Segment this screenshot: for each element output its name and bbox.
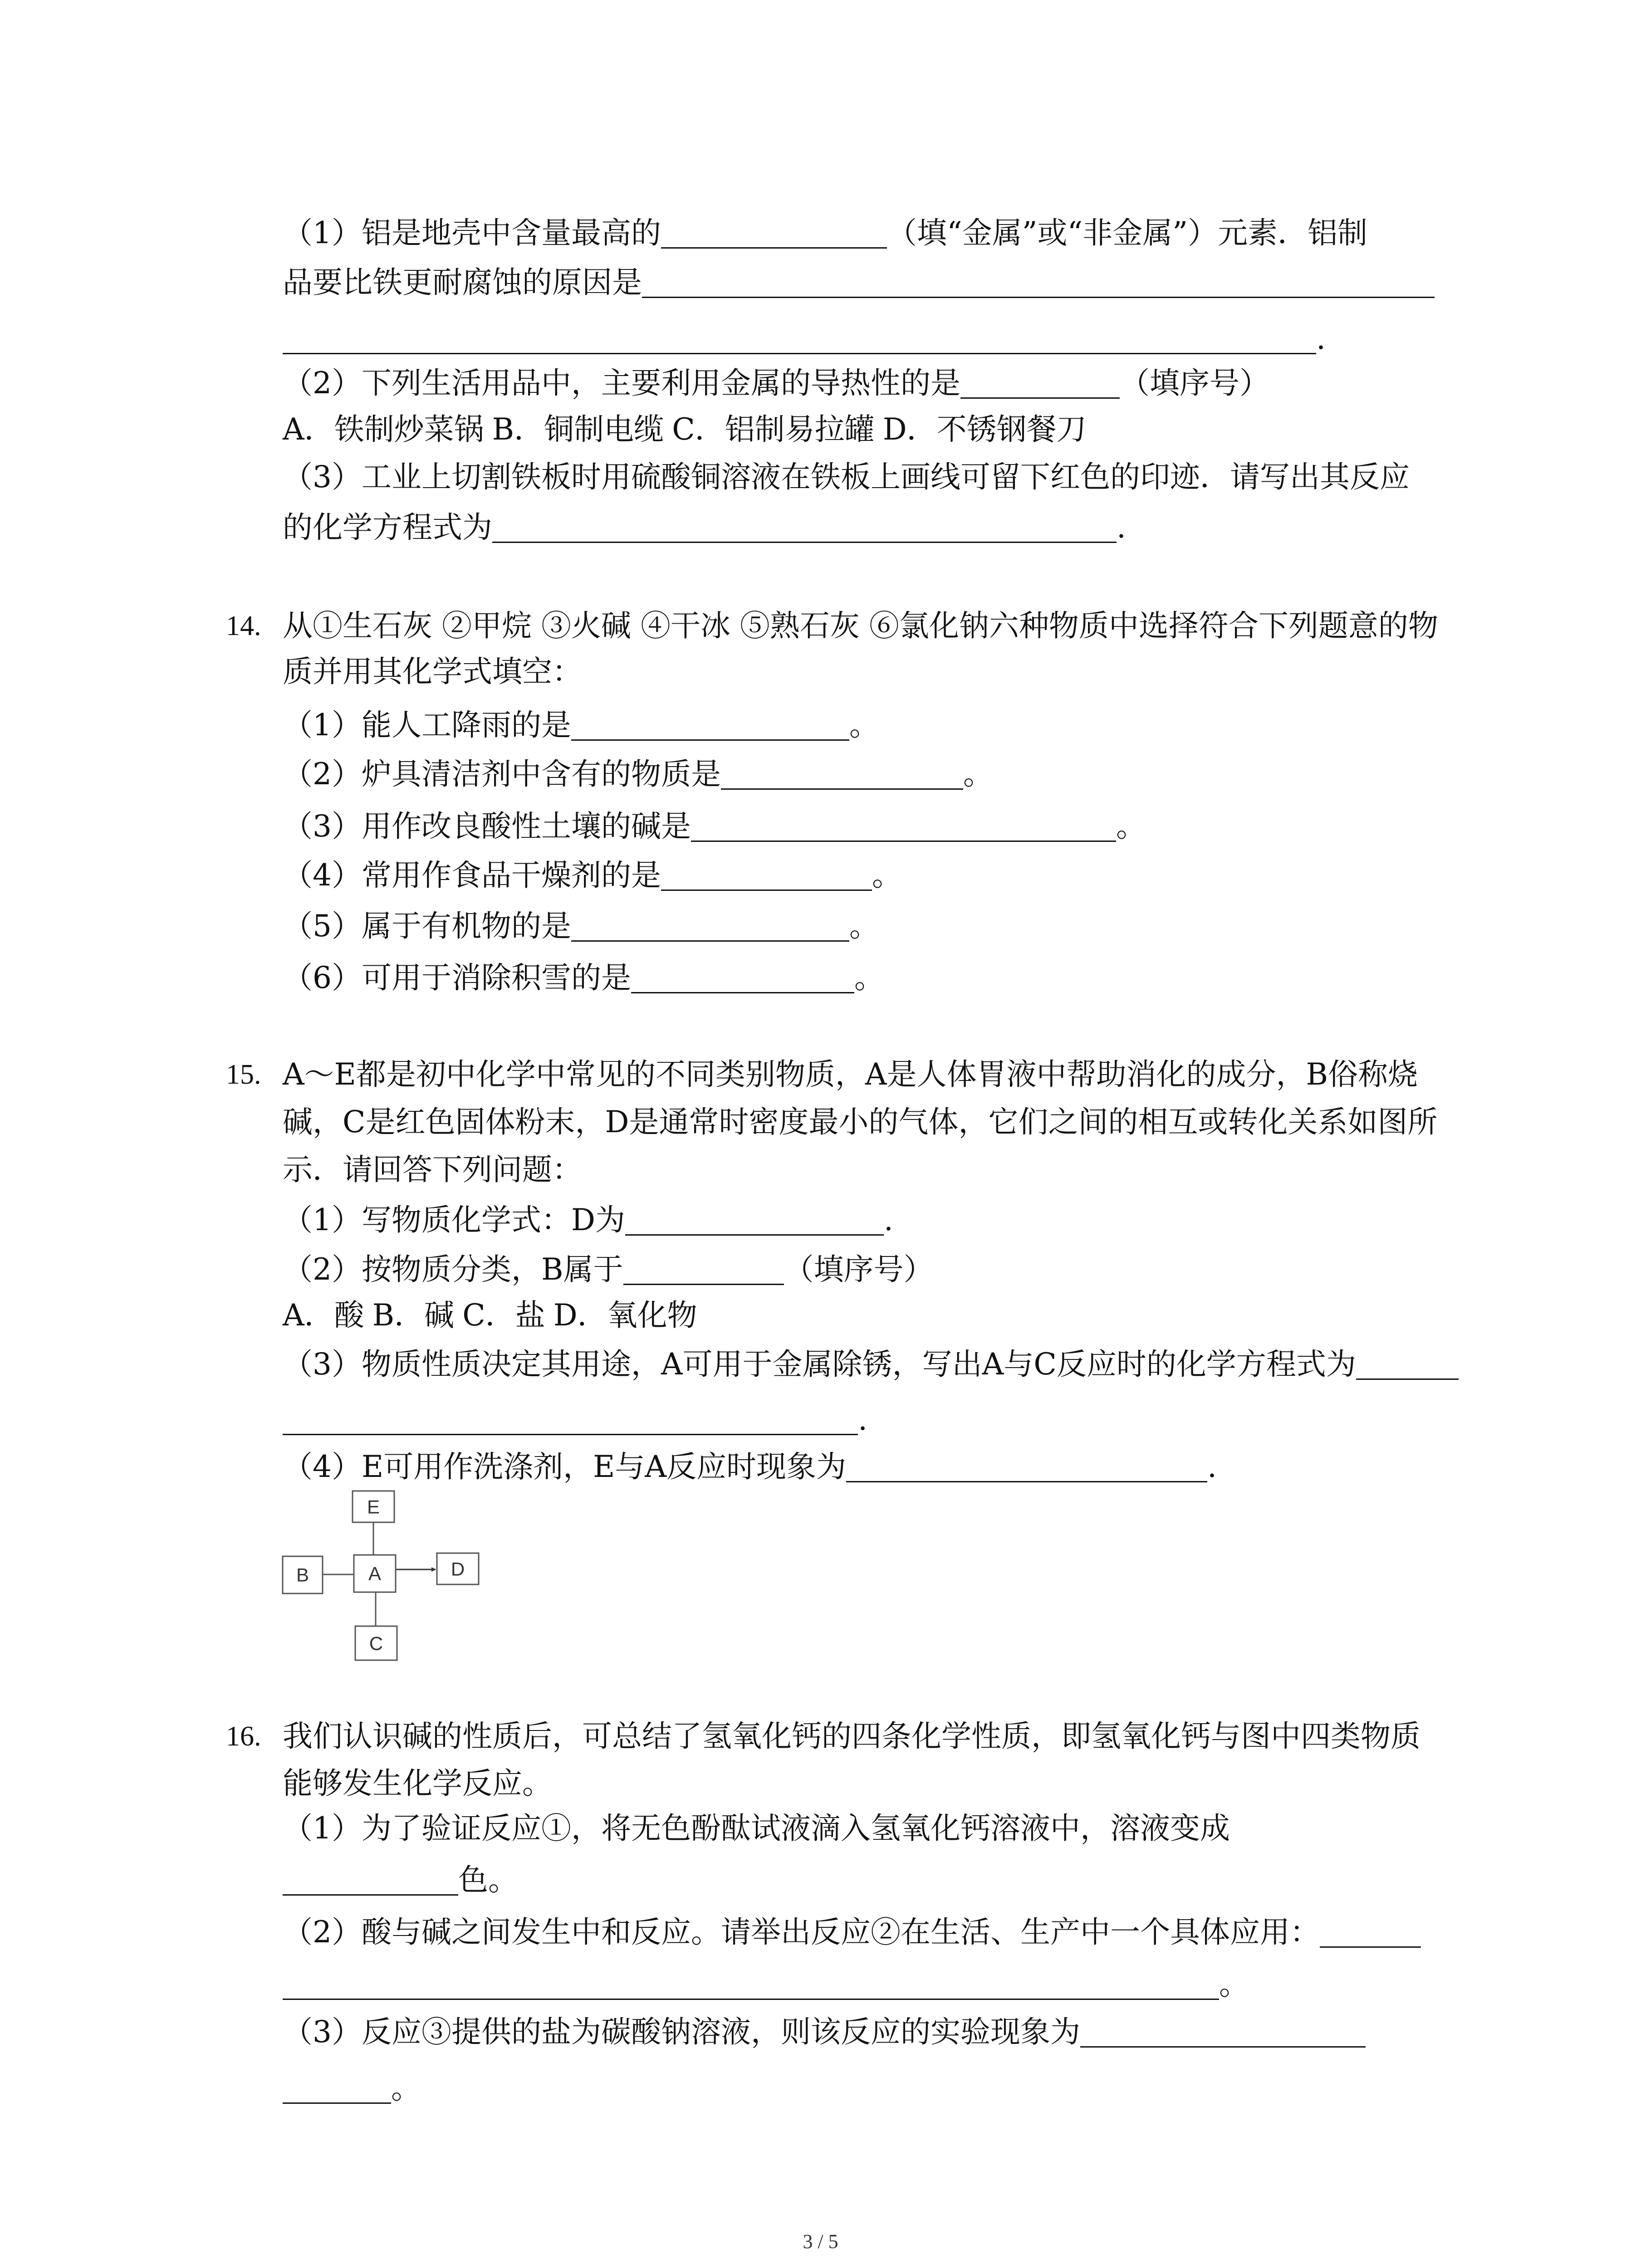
q13-option-c: C．铝制易拉罐 (672, 412, 875, 447)
q14-item-4-end: 。 (872, 858, 902, 893)
q15-part1-text: （1）写物质化学式：D为 (283, 1202, 625, 1237)
q15-part2-blank (623, 1284, 784, 1285)
q16-part3-blank (1080, 2046, 1366, 2048)
q14-item-2-blank (721, 788, 963, 790)
q13-part1-blank-reason-cont (283, 353, 1316, 354)
q16-stem-line1 (283, 1718, 1421, 1755)
q14-item-1-end: 。 (849, 708, 879, 743)
q16-part2-end: 。 (1219, 1967, 1249, 2002)
q14-item-6 (283, 960, 884, 996)
q13-part1-text-b: （填“金属”或“非金属”）元素．铝制 (887, 215, 1367, 250)
q15-option-b: B．碱 (372, 1298, 455, 1333)
q13-option-b: B．铜制电缆 (492, 412, 664, 447)
q14-item-2-text: （2）炉具清洁剂中含有的物质是 (283, 757, 721, 792)
q15-stem-text-2: 碱，C是红色固体粉末，D是通常时密度最小的气体，它们之间的相互或转化关系如图所 (283, 1105, 1438, 1139)
q16-stem-line2 (283, 1765, 552, 1802)
q13-part3-line1 (283, 459, 1410, 495)
q14-item-3-blank (691, 841, 1116, 842)
q14-item-6-text: （6）可用于消除积雪的是 (283, 960, 631, 995)
diagram-label-a: A (368, 1563, 382, 1584)
q15-part3-text: （3）物质性质决定其用途，A可用于金属除锈，写出A与C反应时的化学方程式为 (283, 1347, 1356, 1382)
q13-part3-text-b: 的化学方程式为 (283, 510, 492, 545)
q14-item-1-text: （1）能人工降雨的是 (283, 708, 571, 743)
q15-part4-end: . (1207, 1449, 1217, 1484)
q15-stem-text-3: 示．请回答下列问题： (283, 1152, 582, 1187)
q16-part3-end: 。 (391, 2071, 421, 2106)
q14-item-4-blank (661, 890, 872, 891)
q15-part3-line2 (283, 1402, 867, 1438)
q15-stem-line1 (283, 1056, 1418, 1093)
q14-item-5-blank (571, 940, 849, 942)
q14-stem-text-2: 质并用其化学式填空： (283, 654, 582, 689)
q13-part1-line1 (283, 215, 1367, 251)
q14-item-6-end: 。 (854, 960, 884, 995)
q13-part2-text-b: （填序号） (1120, 366, 1269, 401)
q15-part1-line (283, 1202, 893, 1238)
q15-part3-end: . (858, 1402, 867, 1437)
q15-part3-blank (1356, 1378, 1459, 1380)
q13-part1-text-a: （1）铝是地壳中含量最高的 (283, 215, 661, 250)
q15-part3-line1 (283, 1346, 1459, 1383)
q16-part2-line2 (283, 1966, 1249, 2003)
q15-part2-text-b: （填序号） (784, 1252, 934, 1287)
q14-item-5 (283, 908, 879, 944)
q13-part1-line2 (283, 264, 1435, 301)
q13-part3-end: . (1117, 510, 1126, 545)
q15-stem-text-1: A～E都是初中化学中常见的不同类别物质，A是人体胃液中帮助消化的成分，B俗称烧 (283, 1057, 1418, 1092)
q13-part3-line2 (283, 509, 1126, 546)
q15-part4-line (283, 1449, 1217, 1485)
q14-item-3-end: 。 (1116, 809, 1146, 844)
q14-item-4-text: （4）常用作食品干燥剂的是 (283, 858, 661, 893)
q14-stem-line1 (283, 608, 1438, 644)
q14-number: 14. (226, 611, 261, 641)
diagram-label-b: B (296, 1564, 309, 1586)
q16-part1-blank (283, 1894, 458, 1896)
q15-option-c: C．盐 (462, 1298, 545, 1333)
q16-part1-line2 (283, 1862, 518, 1898)
q16-part3-blank-cont (283, 2102, 391, 2104)
q14-item-1-blank (571, 739, 849, 741)
diagram-label-e: E (367, 1496, 380, 1518)
q16-part2-line1 (283, 1914, 1421, 1950)
q16-part1-line1 (283, 1810, 1230, 1847)
q13-option-d: D．不锈钢餐刀 (882, 412, 1087, 447)
q14-item-1 (283, 707, 879, 743)
q15-part1-end: . (883, 1202, 893, 1237)
q14-item-2-end: 。 (963, 757, 993, 792)
q16-part1-text: （1）为了验证反应①，将无色酚酞试液滴入氢氧化钙溶液中，溶液变成 (283, 1811, 1230, 1846)
q13-part2-text-a: （2）下列生活用品中，主要利用金属的导热性的是 (283, 366, 960, 401)
q16-part3-line1 (283, 2014, 1366, 2050)
q13-part2-blank (960, 397, 1120, 399)
diagram-label-c: C (369, 1633, 383, 1654)
q13-part3-blank-equation (492, 542, 1117, 543)
q15-option-a: A．酸 (283, 1298, 364, 1333)
q16-part1-end: 色。 (458, 1862, 518, 1897)
q15-relation-diagram (272, 1483, 490, 1674)
q15-part3-blank-cont (283, 1434, 858, 1435)
q13-part1-end: . (1316, 321, 1326, 356)
q13-part2-options (283, 411, 1087, 448)
q13-part1-blank-reason (642, 297, 1435, 298)
q15-part1-blank (625, 1234, 884, 1236)
q13-part1-line3 (283, 321, 1326, 357)
q13-part1-text-c: 品要比铁更耐腐蚀的原因是 (283, 265, 642, 300)
q15-stem-line2 (283, 1104, 1437, 1140)
q14-item-5-end: 。 (849, 909, 879, 943)
q15-number: 15. (226, 1059, 261, 1090)
q14-item-3 (283, 808, 1146, 845)
q16-part2-blank-cont (283, 1999, 1219, 2000)
q16-stem-text-1: 我们认识碱的性质后，可总结了氢氧化钙的四条化学性质，即氢氧化钙与图中四类物质 (283, 1719, 1421, 1754)
q14-stem-text-1: 从①生石灰 ②甲烷 ③火碱 ④干冰 ⑤熟石灰 ⑥氯化钠六种物质中选择符合下列题意的物 (283, 608, 1438, 643)
q15-part4-text: （4）E可用作洗涤剂，E与A反应时现象为 (283, 1449, 847, 1484)
page-number: 3 / 5 (803, 2230, 838, 2253)
q14-item-6-blank (631, 992, 854, 993)
q13-part2-line (283, 365, 1269, 401)
q16-part3-text: （3）反应③提供的盐为碳酸钠溶液，则该反应的实验现象为 (283, 2014, 1080, 2049)
q16-part2-blank (1320, 1946, 1421, 1948)
q13-part3-text-a: （3）工业上切割铁板时用硫酸铜溶液在铁板上画线可留下红色的印迹．请写出其反应 (283, 459, 1410, 494)
q14-item-5-text: （5）属于有机物的是 (283, 909, 571, 943)
q16-number: 16. (226, 1721, 261, 1752)
q14-item-3-text: （3）用作改良酸性土壤的碱是 (283, 809, 691, 844)
q16-part3-line2 (283, 2070, 421, 2107)
q15-part4-blank (846, 1481, 1207, 1482)
diagram-label-d: D (451, 1558, 465, 1580)
q15-part2-text-a: （2）按物质分类，B属于 (283, 1252, 623, 1287)
q15-stem-line3 (283, 1152, 582, 1188)
q13-option-a: A．铁制炒菜锅 (283, 412, 484, 447)
q15-part2-options (283, 1297, 697, 1334)
q13-part1-blank-metal-type (661, 247, 887, 249)
q15-part2-line (283, 1251, 934, 1288)
q15-option-d: D．氧化物 (553, 1298, 697, 1333)
q16-part2-text: （2）酸与碱之间发生中和反应。请举出反应②在生活、生产中一个具体应用： (283, 1915, 1320, 1950)
q14-item-4 (283, 857, 902, 894)
q16-stem-text-2: 能够发生化学反应。 (283, 1766, 552, 1801)
q14-item-2 (283, 756, 993, 792)
q14-stem-line2 (283, 654, 582, 690)
